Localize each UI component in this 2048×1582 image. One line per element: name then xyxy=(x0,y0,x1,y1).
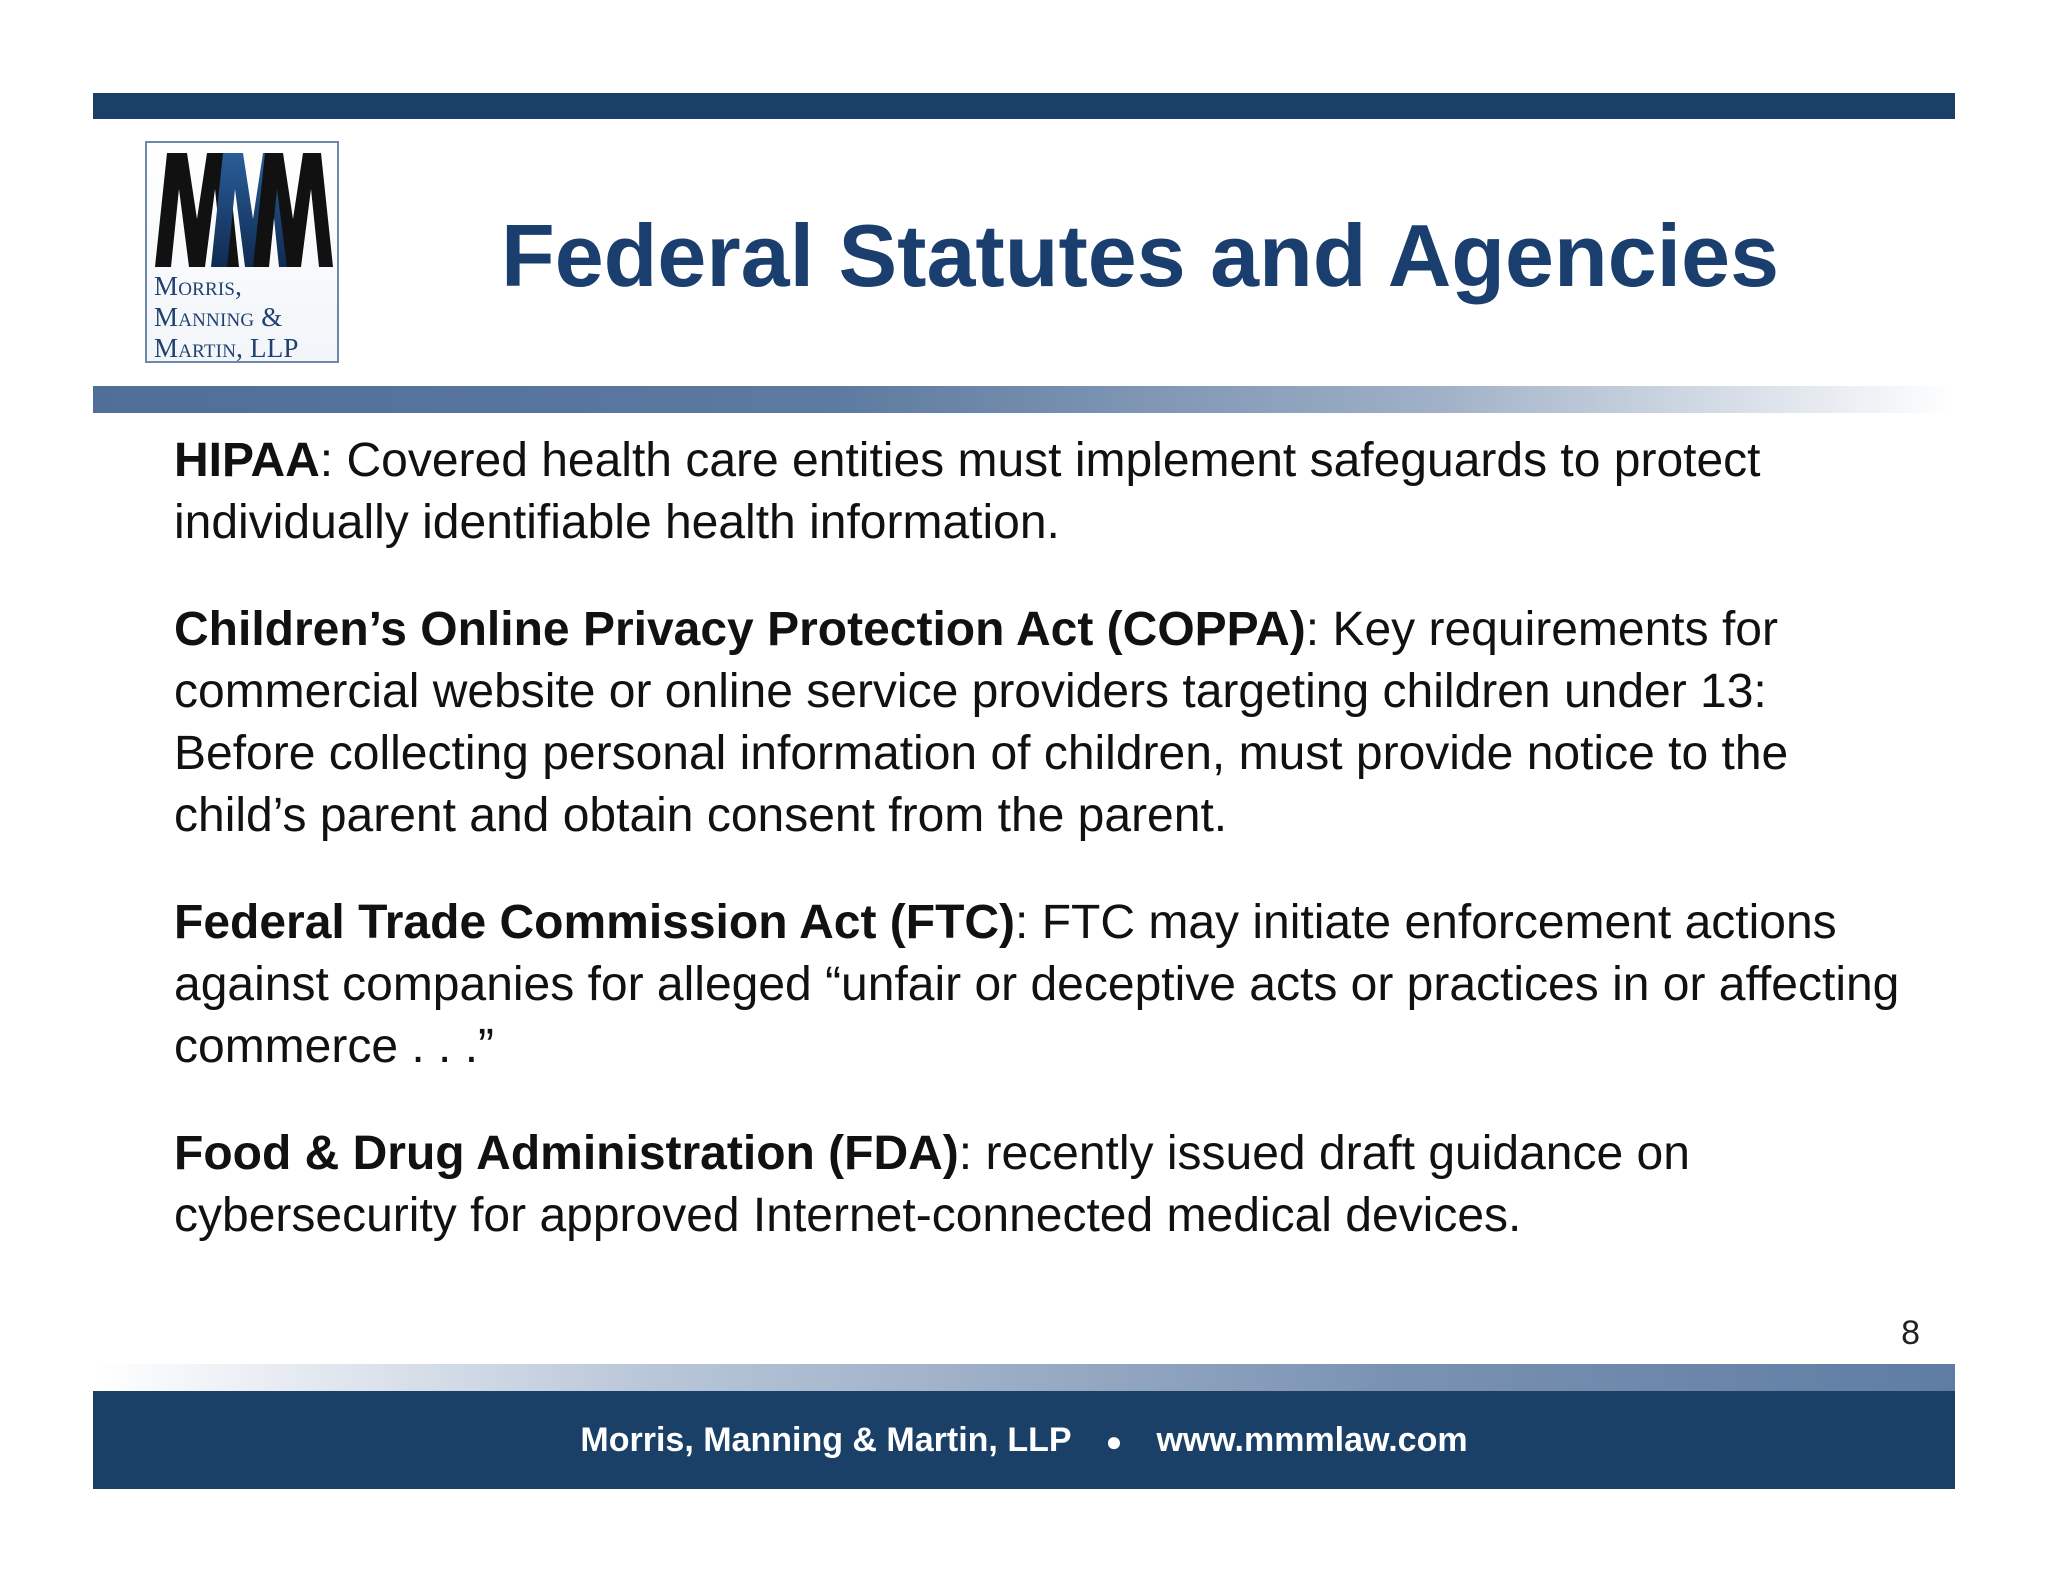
paragraph-hipaa xyxy=(174,430,1914,554)
logo-line-2: Manning & xyxy=(154,302,283,332)
header-gradient-bar xyxy=(93,386,1955,413)
footer-bar xyxy=(93,1391,1955,1489)
slide-body xyxy=(174,430,1914,1292)
footer-text xyxy=(93,1391,1955,1489)
mm-monogram-icon xyxy=(153,149,335,267)
footer-separator-icon: ● xyxy=(1105,1426,1123,1457)
footer-firm-name: Morris, Manning & Martin, LLP xyxy=(580,1421,1072,1459)
text-fda: : recently issued draft guidance on cybersecurity for approved Internet-connected medical devices. xyxy=(174,1127,1690,1242)
logo-wordmark xyxy=(154,271,299,364)
term-ftc: Federal Trade Commission Act (FTC) xyxy=(174,896,1016,949)
page-number: 8 xyxy=(1901,1314,1920,1352)
slide-title: Federal Statutes and Agencies xyxy=(500,206,1780,305)
paragraph-ftc xyxy=(174,892,1914,1078)
footer-gradient-bar xyxy=(93,1364,1955,1391)
top-bar xyxy=(93,93,1955,119)
text-ftc: : FTC may initiate enforcement actions against companies for alleged “unfair or deceptive acts or practices in or affecting commerce . . .” xyxy=(174,896,1900,1073)
term-coppa: Children’s Online Privacy Protection Act (COPPA) xyxy=(174,603,1306,656)
logo-line-1: Morris, xyxy=(154,271,243,301)
text-coppa: : Key requirements for commercial website or online service providers targeting children under 13: Before collecting personal information of children, must provide notice to the child’s parent and obtain consent from the parent. xyxy=(174,603,1789,842)
logo-line-3: Martin, LLP xyxy=(154,333,299,363)
paragraph-fda xyxy=(174,1123,1914,1247)
firm-logo xyxy=(145,141,339,363)
term-fda: Food & Drug Administration (FDA) xyxy=(174,1127,959,1180)
paragraph-coppa xyxy=(174,599,1914,847)
text-hipaa: : Covered health care entities must implement safeguards to protect individually identifiable health information. xyxy=(174,434,1761,549)
footer-website-link[interactable]: www.mmmlaw.com xyxy=(1156,1421,1468,1459)
term-hipaa: HIPAA xyxy=(174,434,320,487)
